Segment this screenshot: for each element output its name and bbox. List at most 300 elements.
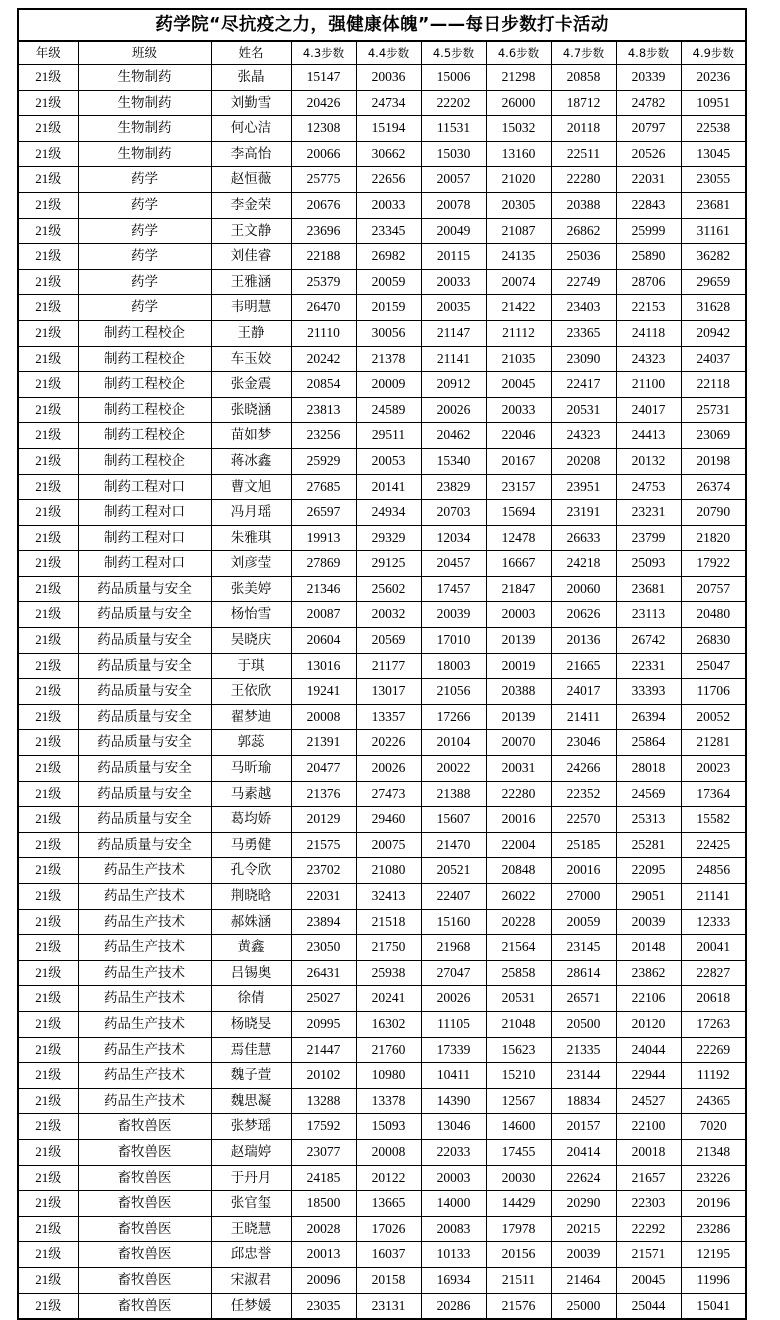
cell-steps-2: 20462 xyxy=(421,423,486,449)
steps-table xyxy=(17,8,747,1320)
cell-steps-1: 13017 xyxy=(356,679,421,705)
cell-steps-2: 10133 xyxy=(421,1242,486,1268)
cell-steps-6: 21281 xyxy=(681,730,746,756)
cell-steps-5: 22100 xyxy=(616,1114,681,1140)
cell-steps-2: 15340 xyxy=(421,448,486,474)
column-header-4: 4.4步数 xyxy=(356,41,421,65)
cell-steps-5: 25281 xyxy=(616,832,681,858)
cell-steps-0: 25775 xyxy=(291,167,356,193)
cell-steps-2: 21056 xyxy=(421,679,486,705)
cell-steps-1: 29125 xyxy=(356,551,421,577)
cell-steps-0: 18500 xyxy=(291,1191,356,1217)
cell-steps-0: 20426 xyxy=(291,90,356,116)
cell-grade: 21级 xyxy=(18,269,78,295)
cell-class: 生物制药 xyxy=(78,65,211,91)
cell-steps-6: 17263 xyxy=(681,1011,746,1037)
cell-steps-3: 20031 xyxy=(486,756,551,782)
table-header-row xyxy=(18,41,746,65)
cell-name: 王文静 xyxy=(211,218,291,244)
table-row xyxy=(18,1165,746,1191)
table-row xyxy=(18,832,746,858)
cell-steps-2: 17457 xyxy=(421,576,486,602)
cell-steps-6: 29659 xyxy=(681,269,746,295)
cell-grade: 21级 xyxy=(18,781,78,807)
cell-steps-1: 10980 xyxy=(356,1063,421,1089)
cell-steps-3: 20848 xyxy=(486,858,551,884)
cell-class: 药品质量与安全 xyxy=(78,781,211,807)
cell-grade: 21级 xyxy=(18,1216,78,1242)
cell-steps-5: 22153 xyxy=(616,295,681,321)
cell-class: 畜牧兽医 xyxy=(78,1293,211,1319)
cell-grade: 21级 xyxy=(18,372,78,398)
cell-steps-3: 20030 xyxy=(486,1165,551,1191)
cell-steps-6: 20196 xyxy=(681,1191,746,1217)
cell-name: 于琪 xyxy=(211,653,291,679)
cell-steps-5: 24569 xyxy=(616,781,681,807)
cell-steps-6: 23681 xyxy=(681,192,746,218)
cell-steps-0: 23035 xyxy=(291,1293,356,1319)
cell-steps-2: 20022 xyxy=(421,756,486,782)
cell-name: 刘彦莹 xyxy=(211,551,291,577)
cell-steps-1: 30056 xyxy=(356,320,421,346)
cell-steps-4: 18834 xyxy=(551,1088,616,1114)
cell-class: 药品质量与安全 xyxy=(78,628,211,654)
table-row xyxy=(18,730,746,756)
cell-steps-5: 24017 xyxy=(616,397,681,423)
cell-steps-3: 26000 xyxy=(486,90,551,116)
cell-steps-6: 11706 xyxy=(681,679,746,705)
cell-steps-2: 23829 xyxy=(421,474,486,500)
cell-name: 宋淑君 xyxy=(211,1267,291,1293)
cell-steps-6: 23226 xyxy=(681,1165,746,1191)
cell-steps-1: 21080 xyxy=(356,858,421,884)
table-row xyxy=(18,551,746,577)
cell-steps-5: 20018 xyxy=(616,1139,681,1165)
cell-steps-1: 13378 xyxy=(356,1088,421,1114)
cell-grade: 21级 xyxy=(18,1011,78,1037)
cell-steps-6: 17364 xyxy=(681,781,746,807)
cell-grade: 21级 xyxy=(18,295,78,321)
table-row xyxy=(18,781,746,807)
cell-steps-4: 21411 xyxy=(551,704,616,730)
cell-steps-6: 24037 xyxy=(681,346,746,372)
cell-steps-6: 22538 xyxy=(681,116,746,142)
cell-steps-3: 13160 xyxy=(486,141,551,167)
cell-class: 药品生产技术 xyxy=(78,1063,211,1089)
cell-grade: 21级 xyxy=(18,884,78,910)
cell-steps-6: 20052 xyxy=(681,704,746,730)
cell-steps-4: 20215 xyxy=(551,1216,616,1242)
cell-steps-2: 15030 xyxy=(421,141,486,167)
table-row xyxy=(18,1216,746,1242)
cell-steps-4: 23145 xyxy=(551,935,616,961)
column-header-2: 姓名 xyxy=(211,41,291,65)
cell-steps-6: 24856 xyxy=(681,858,746,884)
cell-steps-5: 20797 xyxy=(616,116,681,142)
cell-steps-4: 22417 xyxy=(551,372,616,398)
cell-class: 药学 xyxy=(78,218,211,244)
cell-steps-1: 24734 xyxy=(356,90,421,116)
cell-steps-3: 23157 xyxy=(486,474,551,500)
cell-steps-1: 20059 xyxy=(356,269,421,295)
cell-steps-0: 20066 xyxy=(291,141,356,167)
cell-name: 韦明慧 xyxy=(211,295,291,321)
cell-steps-2: 20083 xyxy=(421,1216,486,1242)
cell-steps-4: 23144 xyxy=(551,1063,616,1089)
cell-steps-2: 17010 xyxy=(421,628,486,654)
table-row xyxy=(18,909,746,935)
cell-grade: 21级 xyxy=(18,858,78,884)
cell-steps-6: 22425 xyxy=(681,832,746,858)
cell-steps-5: 20039 xyxy=(616,909,681,935)
cell-steps-4: 23403 xyxy=(551,295,616,321)
cell-steps-0: 13288 xyxy=(291,1088,356,1114)
cell-name: 朱雅琪 xyxy=(211,525,291,551)
table-row xyxy=(18,576,746,602)
cell-steps-1: 21378 xyxy=(356,346,421,372)
cell-steps-5: 26742 xyxy=(616,628,681,654)
cell-name: 车玉姣 xyxy=(211,346,291,372)
cell-steps-0: 26597 xyxy=(291,500,356,526)
cell-steps-5: 23681 xyxy=(616,576,681,602)
cell-name: 任梦媛 xyxy=(211,1293,291,1319)
cell-class: 药学 xyxy=(78,244,211,270)
cell-steps-3: 21048 xyxy=(486,1011,551,1037)
cell-grade: 21级 xyxy=(18,423,78,449)
cell-steps-4: 23191 xyxy=(551,500,616,526)
cell-steps-2: 20057 xyxy=(421,167,486,193)
cell-name: 张美婷 xyxy=(211,576,291,602)
cell-class: 药品质量与安全 xyxy=(78,756,211,782)
cell-class: 药品质量与安全 xyxy=(78,832,211,858)
table-row xyxy=(18,935,746,961)
cell-steps-0: 20008 xyxy=(291,704,356,730)
table-row xyxy=(18,1293,746,1319)
cell-grade: 21级 xyxy=(18,1139,78,1165)
cell-steps-1: 21760 xyxy=(356,1037,421,1063)
cell-steps-0: 23894 xyxy=(291,909,356,935)
cell-steps-4: 22280 xyxy=(551,167,616,193)
cell-steps-3: 21087 xyxy=(486,218,551,244)
spreadsheet-sheet xyxy=(17,8,745,1320)
cell-steps-3: 21298 xyxy=(486,65,551,91)
cell-steps-5: 21571 xyxy=(616,1242,681,1268)
cell-steps-1: 16037 xyxy=(356,1242,421,1268)
cell-steps-2: 11531 xyxy=(421,116,486,142)
cell-name: 魏思凝 xyxy=(211,1088,291,1114)
cell-class: 药品生产技术 xyxy=(78,909,211,935)
cell-name: 张晶 xyxy=(211,65,291,91)
cell-steps-4: 27000 xyxy=(551,884,616,910)
cell-steps-2: 15006 xyxy=(421,65,486,91)
cell-grade: 21级 xyxy=(18,1088,78,1114)
cell-steps-4: 21665 xyxy=(551,653,616,679)
cell-steps-4: 22352 xyxy=(551,781,616,807)
cell-steps-4: 23046 xyxy=(551,730,616,756)
table-row xyxy=(18,423,746,449)
table-row xyxy=(18,346,746,372)
cell-steps-5: 20148 xyxy=(616,935,681,961)
cell-steps-4: 20500 xyxy=(551,1011,616,1037)
table-row xyxy=(18,653,746,679)
cell-steps-2: 20286 xyxy=(421,1293,486,1319)
cell-steps-2: 13046 xyxy=(421,1114,486,1140)
cell-grade: 21级 xyxy=(18,756,78,782)
cell-steps-3: 20139 xyxy=(486,704,551,730)
cell-grade: 21级 xyxy=(18,1063,78,1089)
cell-steps-1: 29460 xyxy=(356,807,421,833)
cell-steps-1: 24934 xyxy=(356,500,421,526)
cell-steps-3: 21112 xyxy=(486,320,551,346)
cell-class: 制药工程对口 xyxy=(78,474,211,500)
cell-steps-4: 20626 xyxy=(551,602,616,628)
cell-steps-1: 13665 xyxy=(356,1191,421,1217)
cell-steps-5: 24782 xyxy=(616,90,681,116)
cell-steps-6: 36282 xyxy=(681,244,746,270)
cell-steps-0: 23077 xyxy=(291,1139,356,1165)
cell-steps-2: 14000 xyxy=(421,1191,486,1217)
cell-steps-4: 22570 xyxy=(551,807,616,833)
cell-steps-4: 22511 xyxy=(551,141,616,167)
cell-class: 药品生产技术 xyxy=(78,858,211,884)
cell-name: 孔令欣 xyxy=(211,858,291,884)
cell-steps-6: 15041 xyxy=(681,1293,746,1319)
cell-steps-5: 22292 xyxy=(616,1216,681,1242)
column-header-8: 4.8步数 xyxy=(616,41,681,65)
cell-steps-1: 32413 xyxy=(356,884,421,910)
table-row xyxy=(18,858,746,884)
cell-steps-0: 21110 xyxy=(291,320,356,346)
cell-name: 张官玺 xyxy=(211,1191,291,1217)
cell-class: 畜牧兽医 xyxy=(78,1242,211,1268)
cell-steps-2: 21968 xyxy=(421,935,486,961)
table-row xyxy=(18,756,746,782)
cell-steps-1: 29329 xyxy=(356,525,421,551)
cell-steps-2: 20078 xyxy=(421,192,486,218)
cell-steps-5: 21100 xyxy=(616,372,681,398)
cell-steps-3: 17978 xyxy=(486,1216,551,1242)
cell-class: 生物制药 xyxy=(78,116,211,142)
cell-grade: 21级 xyxy=(18,397,78,423)
cell-steps-2: 22033 xyxy=(421,1139,486,1165)
cell-class: 药品生产技术 xyxy=(78,960,211,986)
table-row xyxy=(18,167,746,193)
table-row xyxy=(18,884,746,910)
cell-steps-0: 19241 xyxy=(291,679,356,705)
cell-steps-3: 20531 xyxy=(486,986,551,1012)
cell-steps-2: 10411 xyxy=(421,1063,486,1089)
cell-steps-1: 27473 xyxy=(356,781,421,807)
cell-steps-4: 20016 xyxy=(551,858,616,884)
cell-steps-6: 20041 xyxy=(681,935,746,961)
cell-name: 徐倩 xyxy=(211,986,291,1012)
cell-steps-6: 26374 xyxy=(681,474,746,500)
cell-steps-1: 20033 xyxy=(356,192,421,218)
cell-name: 王雅涵 xyxy=(211,269,291,295)
cell-steps-6: 20757 xyxy=(681,576,746,602)
table-row xyxy=(18,116,746,142)
cell-steps-6: 11996 xyxy=(681,1267,746,1293)
cell-name: 赵瑞婷 xyxy=(211,1139,291,1165)
cell-steps-1: 20036 xyxy=(356,65,421,91)
cell-steps-0: 24185 xyxy=(291,1165,356,1191)
cell-steps-2: 20457 xyxy=(421,551,486,577)
cell-steps-0: 20477 xyxy=(291,756,356,782)
cell-steps-3: 21847 xyxy=(486,576,551,602)
cell-grade: 21级 xyxy=(18,1242,78,1268)
cell-steps-2: 22202 xyxy=(421,90,486,116)
cell-steps-1: 20226 xyxy=(356,730,421,756)
cell-steps-0: 23696 xyxy=(291,218,356,244)
cell-name: 刘勤雪 xyxy=(211,90,291,116)
cell-name: 翟梦迪 xyxy=(211,704,291,730)
cell-steps-4: 20039 xyxy=(551,1242,616,1268)
cell-steps-2: 20033 xyxy=(421,269,486,295)
cell-steps-5: 20120 xyxy=(616,1011,681,1037)
cell-steps-3: 21020 xyxy=(486,167,551,193)
cell-steps-2: 20026 xyxy=(421,397,486,423)
cell-steps-3: 25858 xyxy=(486,960,551,986)
table-row xyxy=(18,679,746,705)
cell-steps-4: 24218 xyxy=(551,551,616,577)
table-row xyxy=(18,192,746,218)
page-title: 药学院“尽抗疫之力，强健康体魄”——每日步数打卡活动 xyxy=(18,9,746,41)
cell-steps-6: 22269 xyxy=(681,1037,746,1063)
cell-steps-5: 24413 xyxy=(616,423,681,449)
cell-steps-4: 20388 xyxy=(551,192,616,218)
cell-steps-5: 24527 xyxy=(616,1088,681,1114)
cell-steps-1: 20141 xyxy=(356,474,421,500)
table-row xyxy=(18,704,746,730)
cell-steps-3: 20074 xyxy=(486,269,551,295)
cell-steps-0: 21447 xyxy=(291,1037,356,1063)
cell-steps-0: 23813 xyxy=(291,397,356,423)
column-header-3: 4.3步数 xyxy=(291,41,356,65)
cell-name: 张晓涵 xyxy=(211,397,291,423)
cell-class: 药品生产技术 xyxy=(78,935,211,961)
cell-grade: 21级 xyxy=(18,730,78,756)
cell-steps-2: 20039 xyxy=(421,602,486,628)
table-row xyxy=(18,141,746,167)
cell-steps-2: 20521 xyxy=(421,858,486,884)
cell-steps-0: 15147 xyxy=(291,65,356,91)
cell-steps-2: 14390 xyxy=(421,1088,486,1114)
cell-steps-3: 20156 xyxy=(486,1242,551,1268)
cell-steps-0: 26431 xyxy=(291,960,356,986)
cell-grade: 21级 xyxy=(18,653,78,679)
column-header-1: 班级 xyxy=(78,41,211,65)
cell-steps-6: 15582 xyxy=(681,807,746,833)
cell-grade: 21级 xyxy=(18,602,78,628)
cell-steps-2: 20115 xyxy=(421,244,486,270)
table-row xyxy=(18,1191,746,1217)
cell-grade: 21级 xyxy=(18,628,78,654)
cell-steps-2: 12034 xyxy=(421,525,486,551)
cell-steps-2: 27047 xyxy=(421,960,486,986)
cell-steps-1: 29511 xyxy=(356,423,421,449)
cell-steps-5: 22095 xyxy=(616,858,681,884)
cell-steps-4: 18712 xyxy=(551,90,616,116)
cell-steps-5: 25864 xyxy=(616,730,681,756)
cell-steps-6: 13045 xyxy=(681,141,746,167)
cell-grade: 21级 xyxy=(18,65,78,91)
cell-steps-6: 20790 xyxy=(681,500,746,526)
cell-steps-5: 20132 xyxy=(616,448,681,474)
cell-grade: 21级 xyxy=(18,116,78,142)
cell-class: 畜牧兽医 xyxy=(78,1191,211,1217)
column-header-6: 4.6步数 xyxy=(486,41,551,65)
cell-name: 赵恒薇 xyxy=(211,167,291,193)
cell-steps-0: 20129 xyxy=(291,807,356,833)
cell-name: 李金荣 xyxy=(211,192,291,218)
cell-steps-6: 31161 xyxy=(681,218,746,244)
cell-class: 畜牧兽医 xyxy=(78,1114,211,1140)
cell-steps-0: 20102 xyxy=(291,1063,356,1089)
cell-steps-2: 21141 xyxy=(421,346,486,372)
cell-steps-3: 20228 xyxy=(486,909,551,935)
cell-steps-0: 21376 xyxy=(291,781,356,807)
cell-steps-4: 20290 xyxy=(551,1191,616,1217)
cell-steps-6: 20942 xyxy=(681,320,746,346)
cell-steps-3: 24135 xyxy=(486,244,551,270)
cell-steps-6: 20198 xyxy=(681,448,746,474)
cell-steps-2: 20703 xyxy=(421,500,486,526)
cell-steps-5: 22031 xyxy=(616,167,681,193)
cell-steps-3: 26022 xyxy=(486,884,551,910)
cell-class: 制药工程校企 xyxy=(78,320,211,346)
cell-steps-6: 12195 xyxy=(681,1242,746,1268)
cell-steps-2: 15607 xyxy=(421,807,486,833)
cell-steps-2: 22407 xyxy=(421,884,486,910)
cell-steps-5: 21657 xyxy=(616,1165,681,1191)
column-header-9: 4.9步数 xyxy=(681,41,746,65)
cell-steps-3: 17455 xyxy=(486,1139,551,1165)
cell-steps-6: 21141 xyxy=(681,884,746,910)
cell-grade: 21级 xyxy=(18,960,78,986)
cell-grade: 21级 xyxy=(18,346,78,372)
cell-class: 药品生产技术 xyxy=(78,1037,211,1063)
cell-steps-4: 25185 xyxy=(551,832,616,858)
cell-steps-4: 20858 xyxy=(551,65,616,91)
cell-steps-1: 23345 xyxy=(356,218,421,244)
cell-steps-5: 28706 xyxy=(616,269,681,295)
cell-name: 魏子萱 xyxy=(211,1063,291,1089)
cell-steps-1: 20009 xyxy=(356,372,421,398)
cell-steps-0: 25027 xyxy=(291,986,356,1012)
cell-steps-4: 20531 xyxy=(551,397,616,423)
cell-class: 制药工程校企 xyxy=(78,397,211,423)
table-row xyxy=(18,986,746,1012)
cell-class: 畜牧兽医 xyxy=(78,1165,211,1191)
cell-grade: 21级 xyxy=(18,551,78,577)
cell-steps-0: 23050 xyxy=(291,935,356,961)
cell-grade: 21级 xyxy=(18,244,78,270)
table-row xyxy=(18,1114,746,1140)
cell-steps-1: 25602 xyxy=(356,576,421,602)
cell-steps-2: 11105 xyxy=(421,1011,486,1037)
table-row xyxy=(18,500,746,526)
cell-name: 王晓慧 xyxy=(211,1216,291,1242)
cell-steps-4: 22624 xyxy=(551,1165,616,1191)
cell-steps-6: 25047 xyxy=(681,653,746,679)
cell-name: 郭蕊 xyxy=(211,730,291,756)
cell-name: 何心洁 xyxy=(211,116,291,142)
cell-steps-0: 20087 xyxy=(291,602,356,628)
cell-steps-5: 26394 xyxy=(616,704,681,730)
cell-steps-5: 23113 xyxy=(616,602,681,628)
table-title-row xyxy=(18,9,746,41)
cell-steps-4: 21335 xyxy=(551,1037,616,1063)
